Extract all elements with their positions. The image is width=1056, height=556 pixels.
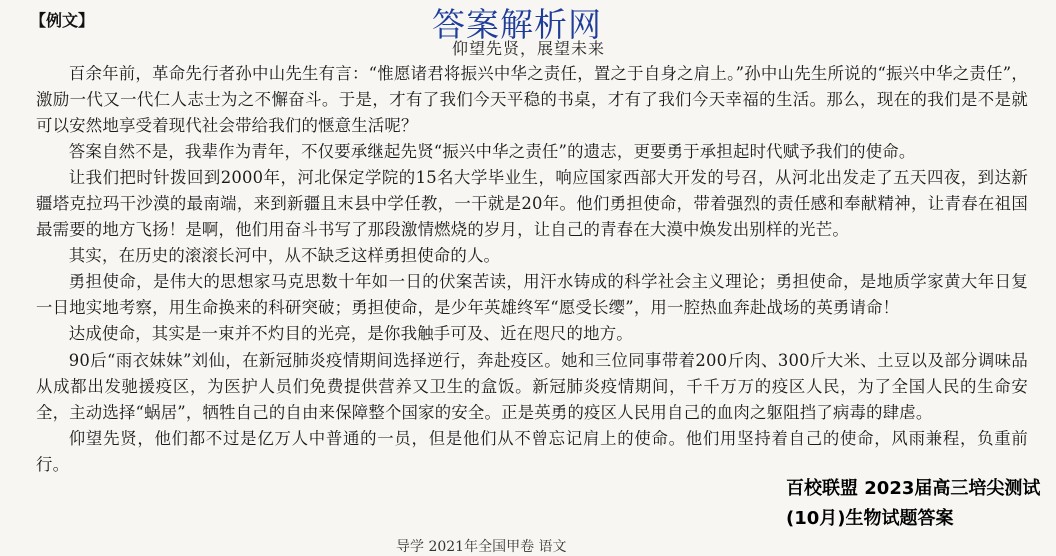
paragraph-5: 勇担使命，是伟大的思想家马克思数十年如一日的伏案苦读，用汗水铸成的科学社会主义理论；勇担使命，是地质学家黄大年日复一日地实地考察，用生命换来的科研突破；勇担使命，是少年英雄终军“愿受长缨”，用一腔热血奔赴战场的英勇请命！ [36, 272, 1028, 318]
paragraph-6: 达成使命，其实是一束并不灼目的光亮，是你我触手可及、近在咫尺的地方。 [68, 324, 633, 344]
paragraph-1: 百余年前，革命先行者孙中山先生有言：“惟愿诸君将振兴中华之责任，置之于自身之肩上。”孙中山先生所说的“振兴中华之责任”，激励一代又一代仁人志士为之不懈奋斗。于是，才有了我们今天平稳的书桌，才有了我们今天幸福的生活。那么，现在的我们是不是就可以安然地享受着现代社会带给我们的惬意生活呢？ [36, 64, 1028, 136]
page-footer: 导学 2021年全国甲卷 语文 [396, 539, 567, 555]
paragraph-7: 90后“雨衣妹妹”刘仙，在新冠肺炎疫情期间选择逆行，奔赴疫区。她和三位同事带着200斤肉、300斤大米、土豆以及部分调味品从成都出发驰援疫区，为医护人员们免费提供营养又卫生的盒饭。新冠肺炎疫情期间，千千万万的疫区人民，为了全国人民的生命安全，主动选择“蜗居”，牺牲自己的自由来保障整个国家的安全。正是英勇的疫区人民用自己的血肉之躯阻挡了病毒的肆虐。 [36, 350, 1028, 422]
example-tag: 【例文】 [30, 11, 95, 30]
watermark-logo: 答案解析网 [432, 5, 602, 44]
paragraph-2: 答案自然不是，我辈作为青年，不仅要承继起先贤“振兴中华之责任”的遗志，更要勇于承担起时代赋予我们的使命。 [68, 142, 916, 162]
essay-title: 仰望先贤，展望未来 [452, 39, 606, 58]
paragraph-3: 让我们把时针拨回到2000年，河北保定学院的15名大学毕业生，响应国家西部大开发的号召，从河北出发走了五天四夜，到达新疆塔克拉玛干沙漠的最南端，来到新疆且末县中学任教，一干就是20年。他们勇担使命，带着强烈的责任感和奉献精神，让青春在祖国最需要的地方飞扬！是啊，他们用奋斗书写了那段激情燃烧的岁月，让自己的青春在大漠中焕发出别样的光芒。 [36, 168, 1028, 240]
overlay-stamp: 百校联盟 2023届高三培尖测试(10月)生物试题答案 [786, 474, 1056, 534]
paragraph-8: 仰望先贤，他们都不过是亿万人中普通的一员，但是他们从不曾忘记肩上的使命。他们用坚持着自己的使命，风雨兼程，负重前行。 [36, 428, 1028, 474]
essay-body [36, 61, 1028, 478]
paragraph-4: 其实，在历史的滚滚长河中，从不缺乏这样勇担使命的人。 [68, 246, 501, 266]
